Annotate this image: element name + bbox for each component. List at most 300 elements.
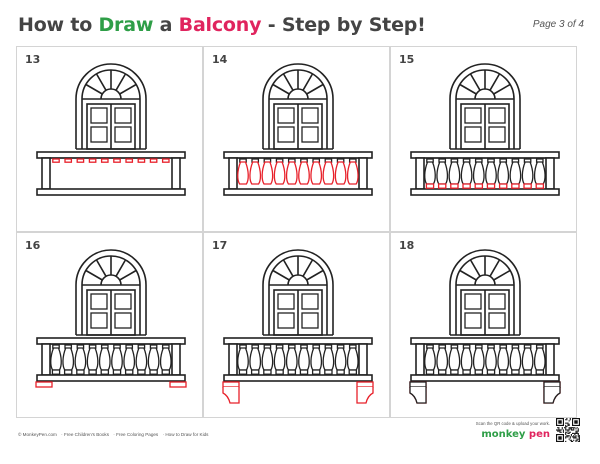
fanlight-spoke <box>284 74 294 90</box>
bracket-corbel <box>223 387 239 403</box>
baluster-body <box>522 348 533 370</box>
qr-module <box>562 427 563 428</box>
qr-module <box>570 432 571 433</box>
qr-module <box>577 432 578 433</box>
title-text: a <box>153 14 179 36</box>
baluster-body <box>274 162 284 184</box>
qr-module <box>578 428 579 429</box>
baluster-base <box>500 184 507 188</box>
end-post <box>172 158 180 189</box>
baluster-body <box>461 348 471 370</box>
qr-module <box>559 431 560 432</box>
baluster-body <box>311 348 321 370</box>
bracket-top <box>410 382 426 387</box>
page-title <box>18 14 426 36</box>
qr-module <box>565 428 566 429</box>
fanlight-spoke <box>273 85 289 95</box>
qr-module <box>572 441 573 442</box>
page-header <box>0 0 600 44</box>
qr-finder <box>558 436 561 439</box>
qr-module <box>579 440 580 441</box>
baluster-cap <box>89 159 95 162</box>
baluster-body <box>124 348 134 370</box>
qr-module <box>561 429 562 430</box>
qr-module <box>575 433 576 434</box>
door-pane <box>91 108 107 123</box>
door-pane <box>278 127 294 142</box>
door-pane <box>278 313 294 328</box>
door-pane <box>465 294 481 309</box>
qr-module <box>563 429 564 430</box>
door-pane <box>115 294 131 309</box>
end-post <box>229 344 237 375</box>
qr-module <box>578 439 579 440</box>
fanlight-spoke <box>120 271 136 281</box>
base-rail <box>411 375 559 381</box>
door-pane <box>302 313 318 328</box>
baluster-body <box>474 162 484 184</box>
baluster-base <box>264 370 271 374</box>
baluster-body <box>63 348 73 370</box>
qr-module <box>573 437 574 438</box>
steps-grid <box>16 46 577 418</box>
step-number: 14 <box>212 53 228 66</box>
door-pane <box>465 108 481 123</box>
bracket-top <box>223 382 239 387</box>
base-rail <box>37 189 185 195</box>
balcony-drawing <box>17 233 204 419</box>
bracket-corbel <box>544 387 560 403</box>
qr-module <box>572 427 573 428</box>
qr-module <box>569 435 570 436</box>
baluster-body <box>299 162 310 184</box>
door-pane <box>91 294 107 309</box>
qr-module <box>566 432 567 433</box>
fanlight-spoke <box>303 74 313 90</box>
base-rail <box>411 189 559 195</box>
qr-module <box>565 425 566 426</box>
step-panel <box>390 46 577 232</box>
fanlight-spoke <box>284 260 294 276</box>
logo-text: pen <box>525 429 550 440</box>
brand-block <box>450 420 550 450</box>
qr-module <box>571 427 572 428</box>
end-post <box>416 344 424 375</box>
door-pane <box>302 108 318 123</box>
fanlight-spoke <box>303 260 313 276</box>
end-post <box>359 344 367 375</box>
baluster-body <box>299 348 310 370</box>
bracket-top <box>357 382 373 387</box>
step-number: 13 <box>25 53 41 66</box>
qr-module <box>578 434 579 435</box>
fanlight-spoke <box>494 85 510 95</box>
baluster-cap <box>163 159 169 162</box>
baluster-cap <box>65 159 71 162</box>
fanlight-hub <box>288 275 308 285</box>
baluster-base <box>89 370 96 374</box>
baluster-body <box>238 162 249 184</box>
qr-module <box>572 433 573 434</box>
title-text: How to <box>18 14 99 36</box>
qr-module <box>567 436 568 437</box>
baluster-base <box>475 184 482 188</box>
baluster-base <box>451 184 458 188</box>
base-rail <box>224 189 372 195</box>
qr-module <box>572 436 573 437</box>
baluster-body <box>262 348 273 370</box>
qr-module <box>570 428 571 429</box>
qr-module <box>565 429 566 430</box>
baluster-base <box>524 184 531 188</box>
qr-module <box>575 441 576 442</box>
baluster-base <box>500 370 507 374</box>
baluster-body <box>51 348 61 370</box>
fanlight-spoke <box>307 271 323 281</box>
qr-module <box>573 440 574 441</box>
qr-module <box>570 427 571 428</box>
qr-module <box>570 437 571 438</box>
baluster-base <box>101 370 108 374</box>
door-pane <box>115 127 131 142</box>
qr-module <box>565 437 566 438</box>
qr-module <box>565 423 566 424</box>
qr-module <box>579 435 580 436</box>
door-pane <box>302 294 318 309</box>
qr-finder <box>574 420 577 423</box>
end-post <box>546 158 554 189</box>
footer-link-how-to-draw[interactable]: · How to Draw for Kids <box>162 432 209 437</box>
top-rail <box>411 338 559 344</box>
baluster-body <box>100 348 110 370</box>
baluster-body <box>311 162 321 184</box>
step-panel <box>203 46 390 232</box>
qr-module <box>573 429 574 430</box>
baluster-body <box>437 162 447 184</box>
qr-module <box>572 429 573 430</box>
logo-text: monkey <box>481 429 526 440</box>
fanlight-hub <box>288 89 308 99</box>
door-pane <box>278 294 294 309</box>
fanlight-hub <box>101 275 121 285</box>
qr-module <box>578 433 579 434</box>
baluster-body <box>535 348 546 370</box>
baluster-base <box>463 370 470 374</box>
baluster-body <box>335 348 346 370</box>
baluster-body <box>510 348 521 370</box>
fanlight-hub <box>475 275 495 285</box>
footer-link-books[interactable]: · Free Children's Books <box>61 432 110 437</box>
top-rail <box>411 152 559 158</box>
qr-module <box>557 427 558 428</box>
qr-module <box>565 441 566 442</box>
fanlight-spoke <box>120 85 136 95</box>
qr-module <box>566 436 567 437</box>
qr-module <box>569 433 570 434</box>
qr-module <box>575 436 576 437</box>
baluster-body <box>238 348 249 370</box>
qr-module <box>562 428 563 429</box>
qr-module <box>557 429 558 430</box>
qr-module <box>569 420 570 421</box>
qr-module <box>556 429 557 430</box>
baluster-body <box>348 348 359 370</box>
baluster-body <box>75 348 85 370</box>
baluster-cap <box>77 159 83 162</box>
qr-module <box>558 431 559 432</box>
qr-module <box>561 432 562 433</box>
fanlight-spoke <box>97 74 107 90</box>
balcony-drawing <box>204 233 391 419</box>
qr-module <box>575 440 576 441</box>
baluster-base <box>337 370 344 374</box>
door-pane <box>489 313 505 328</box>
qr-module <box>567 424 568 425</box>
step-number: 15 <box>399 53 415 66</box>
baluster-base <box>126 370 133 374</box>
baluster-base <box>138 370 145 374</box>
qr-module <box>571 428 572 429</box>
qr-module <box>565 433 566 434</box>
baluster-base <box>512 370 519 374</box>
baluster-base <box>524 370 531 374</box>
baluster-body <box>437 348 447 370</box>
baluster-body <box>250 162 260 184</box>
end-post <box>42 344 50 375</box>
qr-module <box>571 441 572 442</box>
bracket-corbel <box>357 387 373 403</box>
qr-module <box>570 418 571 419</box>
qr-module <box>575 431 576 432</box>
qr-module <box>573 427 574 428</box>
fanlight-spoke <box>494 271 510 281</box>
door-pane <box>489 294 505 309</box>
qr-module <box>569 429 570 430</box>
door-pane <box>91 313 107 328</box>
title-text: - Step by Step! <box>261 14 426 36</box>
door-pane <box>489 127 505 142</box>
qr-module <box>565 419 566 420</box>
qr-module <box>570 440 571 441</box>
baluster-cap <box>114 159 120 162</box>
baluster-base <box>288 370 295 374</box>
end-post <box>42 158 50 189</box>
qr-module <box>570 419 571 420</box>
qr-module <box>565 427 566 428</box>
baluster-body <box>323 162 333 184</box>
fanlight-spoke <box>460 271 476 281</box>
fanlight-spoke <box>116 74 126 90</box>
baluster-base <box>52 370 59 374</box>
fanlight-spoke <box>86 85 102 95</box>
fanlight-spoke <box>307 85 323 95</box>
qr-module <box>579 437 580 438</box>
baluster-base <box>252 370 259 374</box>
end-post <box>546 344 554 375</box>
door-pane <box>465 313 481 328</box>
door-pane <box>91 127 107 142</box>
page-footer <box>0 420 600 464</box>
baluster-body <box>486 348 497 370</box>
qr-module <box>566 429 567 430</box>
qr-module <box>566 435 567 436</box>
qr-module <box>573 428 574 429</box>
qr-module <box>578 436 579 437</box>
baluster-body <box>425 348 436 370</box>
qr-module <box>566 419 567 420</box>
qr-module <box>566 423 567 424</box>
end-post <box>172 344 180 375</box>
baluster-base <box>536 184 543 188</box>
qr-code[interactable] <box>556 418 580 442</box>
qr-module <box>567 429 568 430</box>
baluster-base <box>300 370 307 374</box>
door-pane <box>115 313 131 328</box>
qr-module <box>579 441 580 442</box>
baluster-cap <box>53 159 59 162</box>
baluster-body <box>87 348 97 370</box>
qr-module <box>565 436 566 437</box>
baluster-body <box>112 348 122 370</box>
baluster-base <box>65 370 72 374</box>
baluster-base <box>426 184 433 188</box>
balcony-drawing <box>391 233 578 419</box>
baluster-cap <box>102 159 108 162</box>
fanlight-spoke <box>490 74 500 90</box>
fanlight-spoke <box>460 85 476 95</box>
step-number: 18 <box>399 239 415 252</box>
qr-module <box>569 424 570 425</box>
baluster-base <box>536 370 543 374</box>
qr-module <box>574 434 575 435</box>
bracket-corbel <box>410 387 426 403</box>
qr-module <box>567 423 568 424</box>
door-pane <box>489 108 505 123</box>
baluster-base <box>113 370 120 374</box>
door-pane <box>302 127 318 142</box>
bracket-top <box>544 382 560 387</box>
qr-module <box>573 436 574 437</box>
baluster-body <box>474 348 484 370</box>
qr-module <box>567 433 568 434</box>
step-panel <box>16 46 203 232</box>
qr-module <box>574 437 575 438</box>
qr-module <box>565 434 566 435</box>
door-pane <box>278 108 294 123</box>
footer-link-copyright[interactable]: © MonkeyPen.com <box>18 432 57 437</box>
qr-module <box>577 439 578 440</box>
qr-module <box>579 439 580 440</box>
baluster-base <box>463 184 470 188</box>
baluster-body <box>161 348 172 370</box>
qr-module <box>578 435 579 436</box>
fanlight-hub <box>101 89 121 99</box>
base-rail <box>224 375 372 381</box>
baluster-body <box>510 162 521 184</box>
baluster-base <box>239 370 246 374</box>
scan-instruction: Scan the QR code & upload your work. <box>475 421 550 426</box>
qr-module <box>563 432 564 433</box>
baluster-body <box>262 162 273 184</box>
baluster-base <box>349 370 356 374</box>
top-rail <box>224 338 372 344</box>
qr-module <box>569 439 570 440</box>
qr-module <box>558 428 559 429</box>
qr-module <box>574 436 575 437</box>
fanlight-spoke <box>97 260 107 276</box>
qr-module <box>571 429 572 430</box>
baluster-body <box>136 348 146 370</box>
qr-module <box>570 436 571 437</box>
qr-module <box>573 435 574 436</box>
qr-module <box>559 429 560 430</box>
page-number: Page 3 of 4 <box>532 19 584 30</box>
baluster-body <box>250 348 260 370</box>
qr-module <box>574 433 575 434</box>
qr-module <box>565 426 566 427</box>
step-panel <box>390 232 577 418</box>
qr-module <box>563 431 564 432</box>
qr-module <box>578 441 579 442</box>
baluster-base <box>313 370 320 374</box>
title-word-balcony: Balcony <box>178 14 262 36</box>
baluster-cap <box>150 159 156 162</box>
step-number: 17 <box>212 239 228 252</box>
qr-module <box>577 433 578 434</box>
baluster-base <box>487 184 494 188</box>
baluster-body <box>522 162 533 184</box>
qr-module <box>567 435 568 436</box>
balcony-drawing <box>17 47 204 233</box>
fanlight-spoke <box>86 271 102 281</box>
fanlight-spoke <box>273 271 289 281</box>
qr-module <box>575 435 576 436</box>
qr-module <box>577 431 578 432</box>
end-post <box>359 158 367 189</box>
footer-link-coloring[interactable]: · Free Coloring Pages <box>113 432 159 437</box>
qr-module <box>573 433 574 434</box>
baluster-body <box>461 162 471 184</box>
baluster-base <box>487 370 494 374</box>
baluster-body <box>449 162 460 184</box>
qr-module <box>575 437 576 438</box>
baluster-body <box>335 162 346 184</box>
qr-module <box>577 427 578 428</box>
baluster-cap <box>126 159 132 162</box>
baluster-body <box>323 348 333 370</box>
step-number: 16 <box>25 239 41 252</box>
qr-module <box>569 432 570 433</box>
step-panel <box>203 232 390 418</box>
fanlight-hub <box>475 89 495 99</box>
baluster-body <box>425 162 436 184</box>
baluster-body <box>148 348 159 370</box>
qr-module <box>571 434 572 435</box>
baluster-cap <box>138 159 144 162</box>
qr-module <box>565 432 566 433</box>
baluster-base <box>325 370 332 374</box>
qr-module <box>567 425 568 426</box>
baluster-body <box>535 162 546 184</box>
fanlight-spoke <box>116 260 126 276</box>
baluster-base <box>512 184 519 188</box>
qr-module <box>578 429 579 430</box>
monkey-pen-logo[interactable] <box>481 429 550 440</box>
fanlight-spoke <box>471 74 481 90</box>
qr-module <box>567 431 568 432</box>
qr-module <box>577 440 578 441</box>
end-post <box>229 158 237 189</box>
